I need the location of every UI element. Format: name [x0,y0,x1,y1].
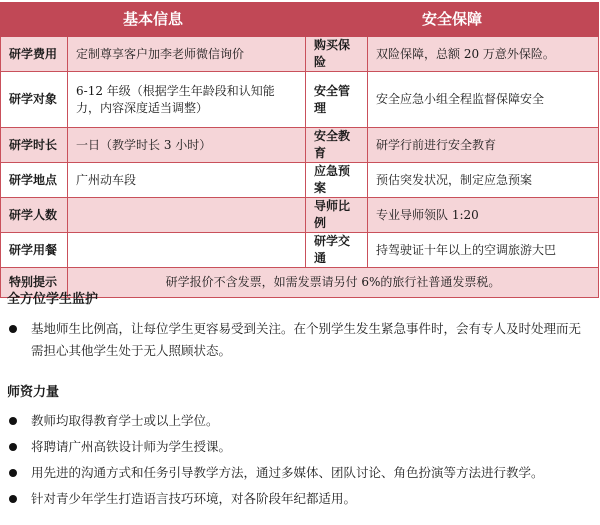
mentor-ratio-value: 专业导师领队 1:20 [368,198,599,233]
bullet-icon [9,417,17,425]
table-row [1,37,599,72]
audience-label: 研学对象 [1,72,68,128]
safety-header: 安全保障 [306,3,599,37]
fee-value: 定制尊享客户加李老师微信询价 [68,37,306,72]
table-row [1,198,599,233]
monitoring-title: 全方位学生监护 [7,292,99,307]
notice-value: 研学报价不含发票，如需发票请另付 6%的旅行社普通发票税。 [68,268,599,298]
mentor-ratio-label: 导师比例 [306,198,368,233]
table-row [1,233,599,268]
monitoring-list [0,318,598,366]
bullet-icon [9,443,17,451]
safety-management-label: 安全管理 [306,72,368,128]
insurance-label: 购买保险 [306,37,368,72]
list-item [0,410,598,432]
list-item [0,436,598,458]
location-label: 研学地点 [1,163,68,198]
location-value: 广州动车段 [68,163,306,198]
table-header-row [1,3,599,37]
faculty-title: 师资力量 [7,385,60,400]
bullet-icon [9,495,17,503]
safety-management-value: 安全应急小组全程监督保障安全 [368,72,599,128]
notice-label: 特别提示 [1,268,68,298]
list-item [0,462,598,484]
duration-label: 研学时长 [1,128,68,163]
meals-label: 研学用餐 [1,233,68,268]
emergency-plan-label: 应急预案 [306,163,368,198]
list-item [0,318,598,362]
audience-value: 6-12 年级（根据学生年龄段和认知能力，内容深度适当调整） [68,72,306,128]
headcount-value [68,198,306,233]
faculty-list [0,410,598,514]
table-row [1,72,599,128]
headcount-label: 研学人数 [1,198,68,233]
list-item-text: 将聘请广州高铁设计师为学生授课。 [31,439,232,454]
list-item-text: 教师均取得教育学士或以上学位。 [31,413,219,428]
list-item [0,488,598,510]
bullet-icon [9,325,17,333]
safety-education-value: 研学行前进行安全教育 [368,128,599,163]
duration-value: 一日（教学时长 3 小时） [68,128,306,163]
table-row [1,128,599,163]
list-item-text: 针对青少年学生打造语言技巧环境，对各阶段年纪都适用。 [31,491,357,506]
transport-label: 研学交通 [306,233,368,268]
bullet-icon [9,469,17,477]
meals-value [68,233,306,268]
basic-info-header: 基本信息 [1,3,306,37]
list-item-text: 基地师生比例高，让每位学生更容易受到关注。在个别学生发生紧急事件时，会有专人及时处理而无需担心其他学生处于无人照顾状态。 [31,321,582,358]
emergency-plan-value: 预估突发状况，制定应急预案 [368,163,599,198]
transport-value: 持驾驶证十年以上的空调旅游大巴 [368,233,599,268]
list-item-text: 用先进的沟通方式和任务引导教学方法，通过多媒体、团队讨论、角色扮演等方法进行教学。 [31,465,544,480]
insurance-value: 双险保障，总额 20 万意外保险。 [368,37,599,72]
safety-education-label: 安全教育 [306,128,368,163]
fee-label: 研学费用 [1,37,68,72]
table-row [1,163,599,198]
info-table [0,2,599,298]
